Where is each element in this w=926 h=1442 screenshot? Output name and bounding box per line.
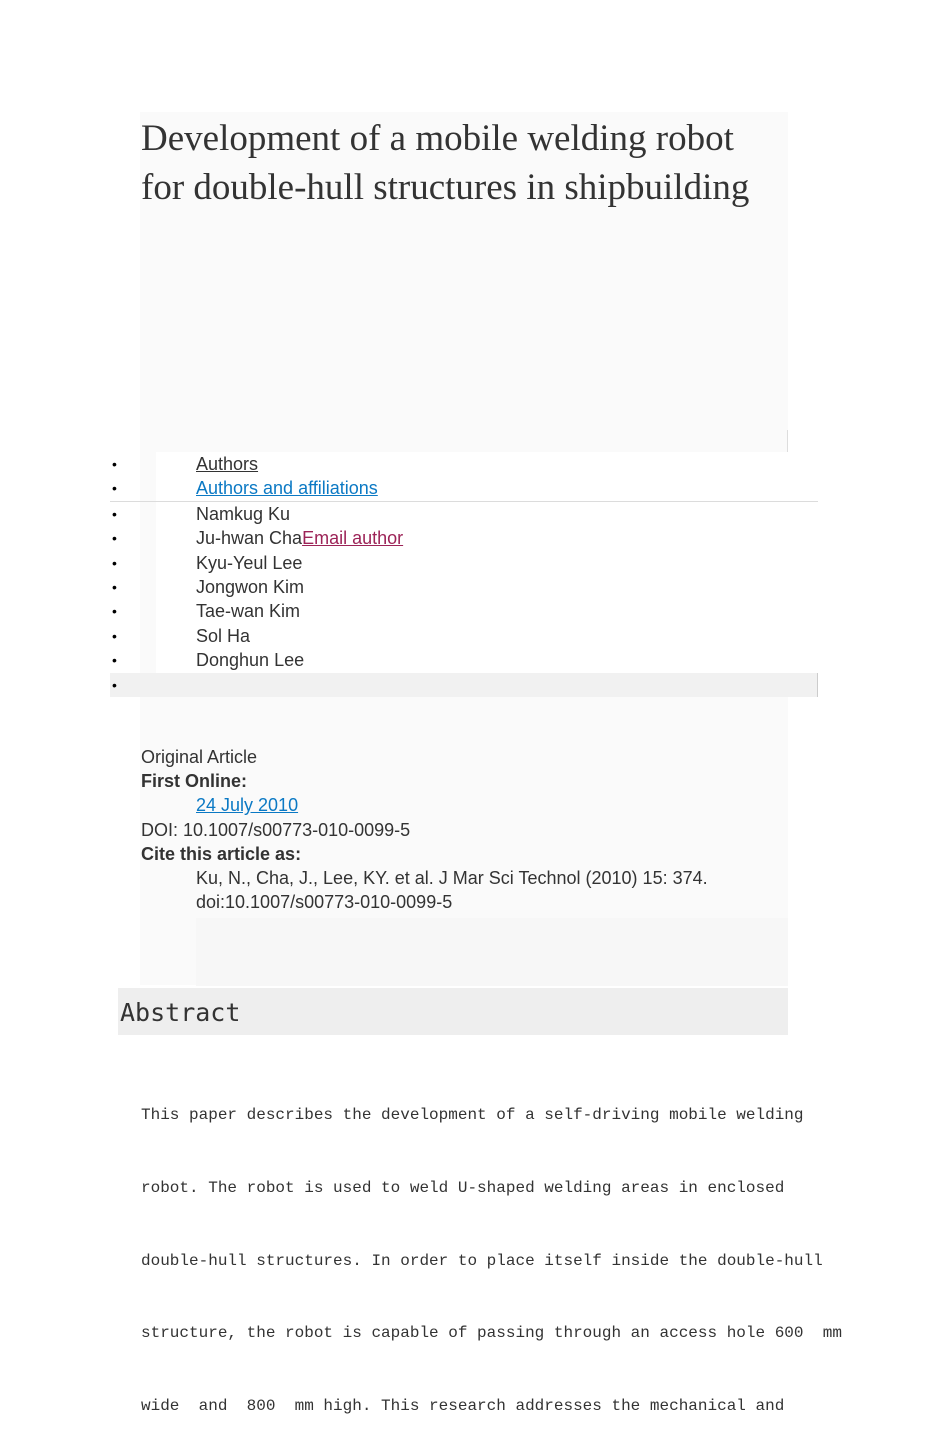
abstract-heading: Abstract (120, 998, 241, 1027)
author-name: Sol Ha (196, 625, 251, 646)
vertical-divider (787, 430, 788, 452)
empty-list-item (110, 673, 818, 697)
article-type: Original Article (141, 747, 258, 767)
author-item (110, 526, 818, 550)
first-online-date-link[interactable]: 24 July 2010 (196, 795, 299, 816)
author-item (110, 599, 818, 623)
author-name: Jongwon Kim (196, 576, 305, 597)
author-name: Ju-hwan Cha (196, 528, 303, 549)
citation-text: Ku, N., Cha, J., Lee, KY. et al. J Mar Sci Technol (2010) 15: 374. (196, 867, 708, 888)
bullet-icon: • (112, 480, 117, 497)
citation-doi: doi:10.1007/s00773-010-0099-5 (196, 892, 453, 913)
author-item (110, 551, 818, 575)
bullet-icon: • (112, 578, 117, 595)
bullet-icon: • (112, 554, 117, 571)
bullet-icon: • (112, 456, 117, 472)
cite-label: Cite this article as: (141, 843, 302, 864)
article-meta (141, 745, 781, 914)
first-online-label: First Online: (141, 771, 248, 792)
bullet-icon: • (112, 530, 117, 547)
affiliations-item (110, 476, 818, 501)
author-item (110, 648, 818, 672)
author-item (110, 502, 818, 526)
authors-heading-item (110, 452, 818, 476)
article-title: Development of a mobile welding robot for double-hull structures in shipbuilding (141, 118, 750, 208)
author-item (110, 575, 818, 599)
abstract-body (141, 1055, 842, 1442)
author-name: Tae-wan Kim (196, 601, 301, 622)
author-name-with-email (196, 526, 403, 550)
author-name: Donghun Lee (196, 650, 305, 671)
authors-tab[interactable]: Authors (196, 454, 259, 474)
bullet-icon: • (112, 652, 117, 669)
author-item (110, 624, 818, 648)
citation-panel (196, 918, 788, 986)
abstract-line: This paper describes the development of a self-driving mobile welding (141, 1106, 804, 1125)
authors-affiliations-link[interactable]: Authors and affiliations (196, 478, 378, 499)
abstract-line: double-hull structures. In order to place itself inside the double-hull (141, 1251, 823, 1270)
bullet-icon: • (112, 505, 117, 522)
author-name: Namkug Ku (196, 503, 291, 524)
bullet-icon: • (112, 603, 117, 620)
abstract-line: structure, the robot is capable of passing through an access hole 600 mm (141, 1324, 842, 1343)
doi-line: DOI: 10.1007/s00773-010-0099-5 (141, 819, 411, 840)
bullet-icon: • (112, 676, 117, 693)
email-author-link[interactable]: Email author (302, 528, 404, 549)
author-name: Kyu-Yeul Lee (196, 552, 303, 573)
abstract-line: robot. The robot is used to weld U-shaped welding areas in enclosed (141, 1179, 785, 1198)
author-list (110, 452, 818, 697)
bullet-icon: • (112, 627, 117, 644)
abstract-line: wide and 800 mm high. This research addresses the mechanical and (141, 1396, 785, 1415)
